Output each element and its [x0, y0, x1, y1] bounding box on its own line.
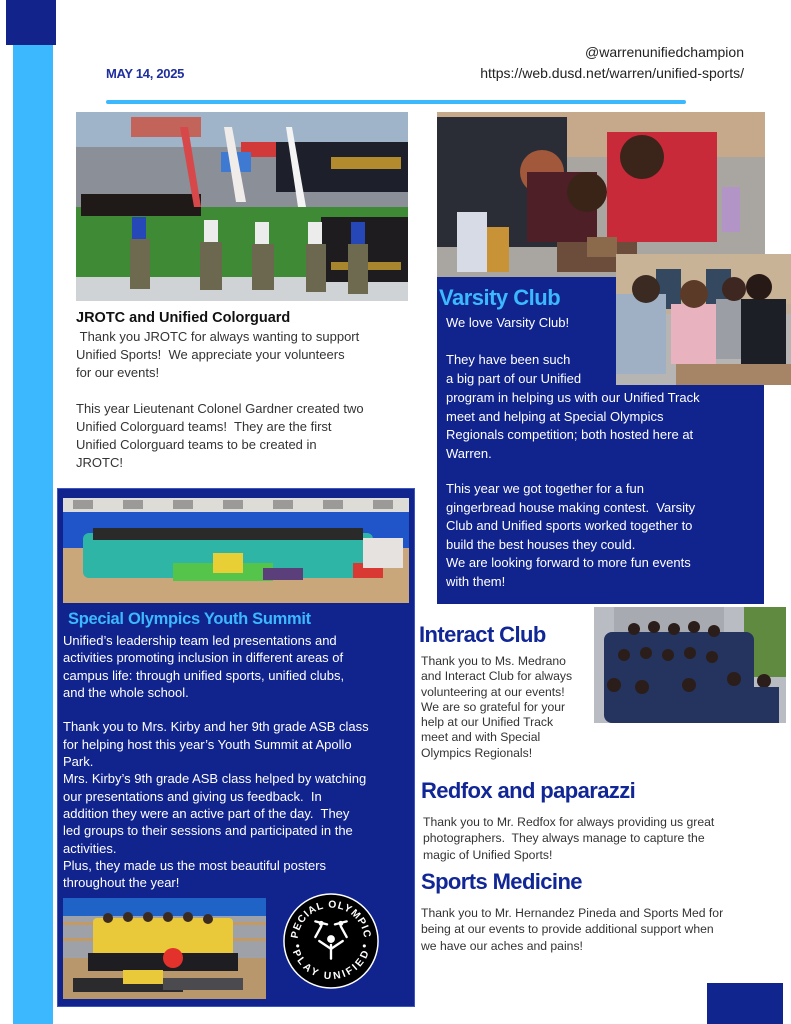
redfox-section-title: Redfox and paparazzi: [421, 778, 636, 803]
jrotc-colorguard-photo: [76, 112, 408, 301]
varsity-gingerbread-photo: [437, 112, 765, 277]
varsity-students-photo: [616, 254, 791, 385]
left-accent-bar: [13, 45, 53, 1024]
sports-medicine-section-title: Sports Medicine: [421, 869, 582, 894]
interact-club-section-title: Interact Club: [419, 622, 546, 647]
asb-class-photo: [63, 898, 266, 999]
logo-top-text: PECIAL OLYMPIC: [289, 899, 373, 940]
logo-bottom-text: PLAY UNIFIED: [289, 948, 373, 983]
varsity-section-title: Varsity Club: [439, 285, 561, 310]
youth-summit-section-body: Unified’s leadership team led presentations and activities promoting inclusion in different areas of campus life: through unified sports, unified clubs, and the whole school. Thank you to Mrs. Kirby and her 9th grade ASB class for helping host this year’s Youth Summit at Apollo Park. Mrs. Kirby’s 9th grade ASB class helped by watching our presentations and giving us feedback. In addition they were an active part of the day. They led groups to their sessions and participated in the activities. Plus, they made us the most beautiful posters throughout the year!: [63, 633, 369, 891]
jrotc-section-title: JROTC and Unified Colorguard: [76, 310, 291, 326]
newsletter-date: MAY 14, 2025: [106, 66, 185, 81]
special-olympics-play-unified-logo: [282, 892, 380, 990]
corner-decoration: [6, 0, 56, 45]
website-link[interactable]: https://web.dusd.net/warren/unified-sports/: [480, 65, 744, 81]
bottom-decoration: [707, 983, 783, 1024]
interact-club-section-body: Thank you to Ms. Medrano and Interact Club for always volunteering at our events! We are so grateful for your help at our Unified Track meet and with Special Olympics Regionals!: [421, 654, 573, 760]
jrotc-section-body: Thank you JROTC for always wanting to support Unified Sports! We appreciate your volunteers for our events! This year Lieutenant Colonel Gardner created two Unified Colorguard teams! They are the first Unified Colorguard teams to be created in JROTC!: [76, 329, 364, 470]
interact-club-group-photo: [594, 607, 786, 723]
youth-summit-section-title: Special Olympics Youth Summit: [68, 610, 311, 628]
youth-summit-group-photo: [63, 498, 409, 603]
header-divider: [106, 100, 686, 104]
redfox-section-body: Thank you to Mr. Redfox for always providing us great photographers. They always manage to capture the magic of Unified Sports!: [423, 815, 715, 862]
sports-medicine-section-body: Thank you to Mr. Hernandez Pineda and Sports Med for being at our events to provide additional support when we have our aches and pains!: [421, 906, 724, 953]
varsity-body-program: program in helping us with our Unified Track meet and helping at Special Olympics Regionals competition; both hosted here at Warren.: [446, 390, 700, 461]
varsity-body-intro: We love Varsity Club! They have been such a big part of our Unified: [446, 315, 582, 386]
varsity-body-gingerbread: This year we got together for a fun gingerbread house making contest. Varsity Club and Unified sports worked together to build the best houses they could. We are looking forward to more fun events with them!: [446, 481, 696, 589]
social-handle: @warrenunifiedchampion: [585, 44, 744, 60]
